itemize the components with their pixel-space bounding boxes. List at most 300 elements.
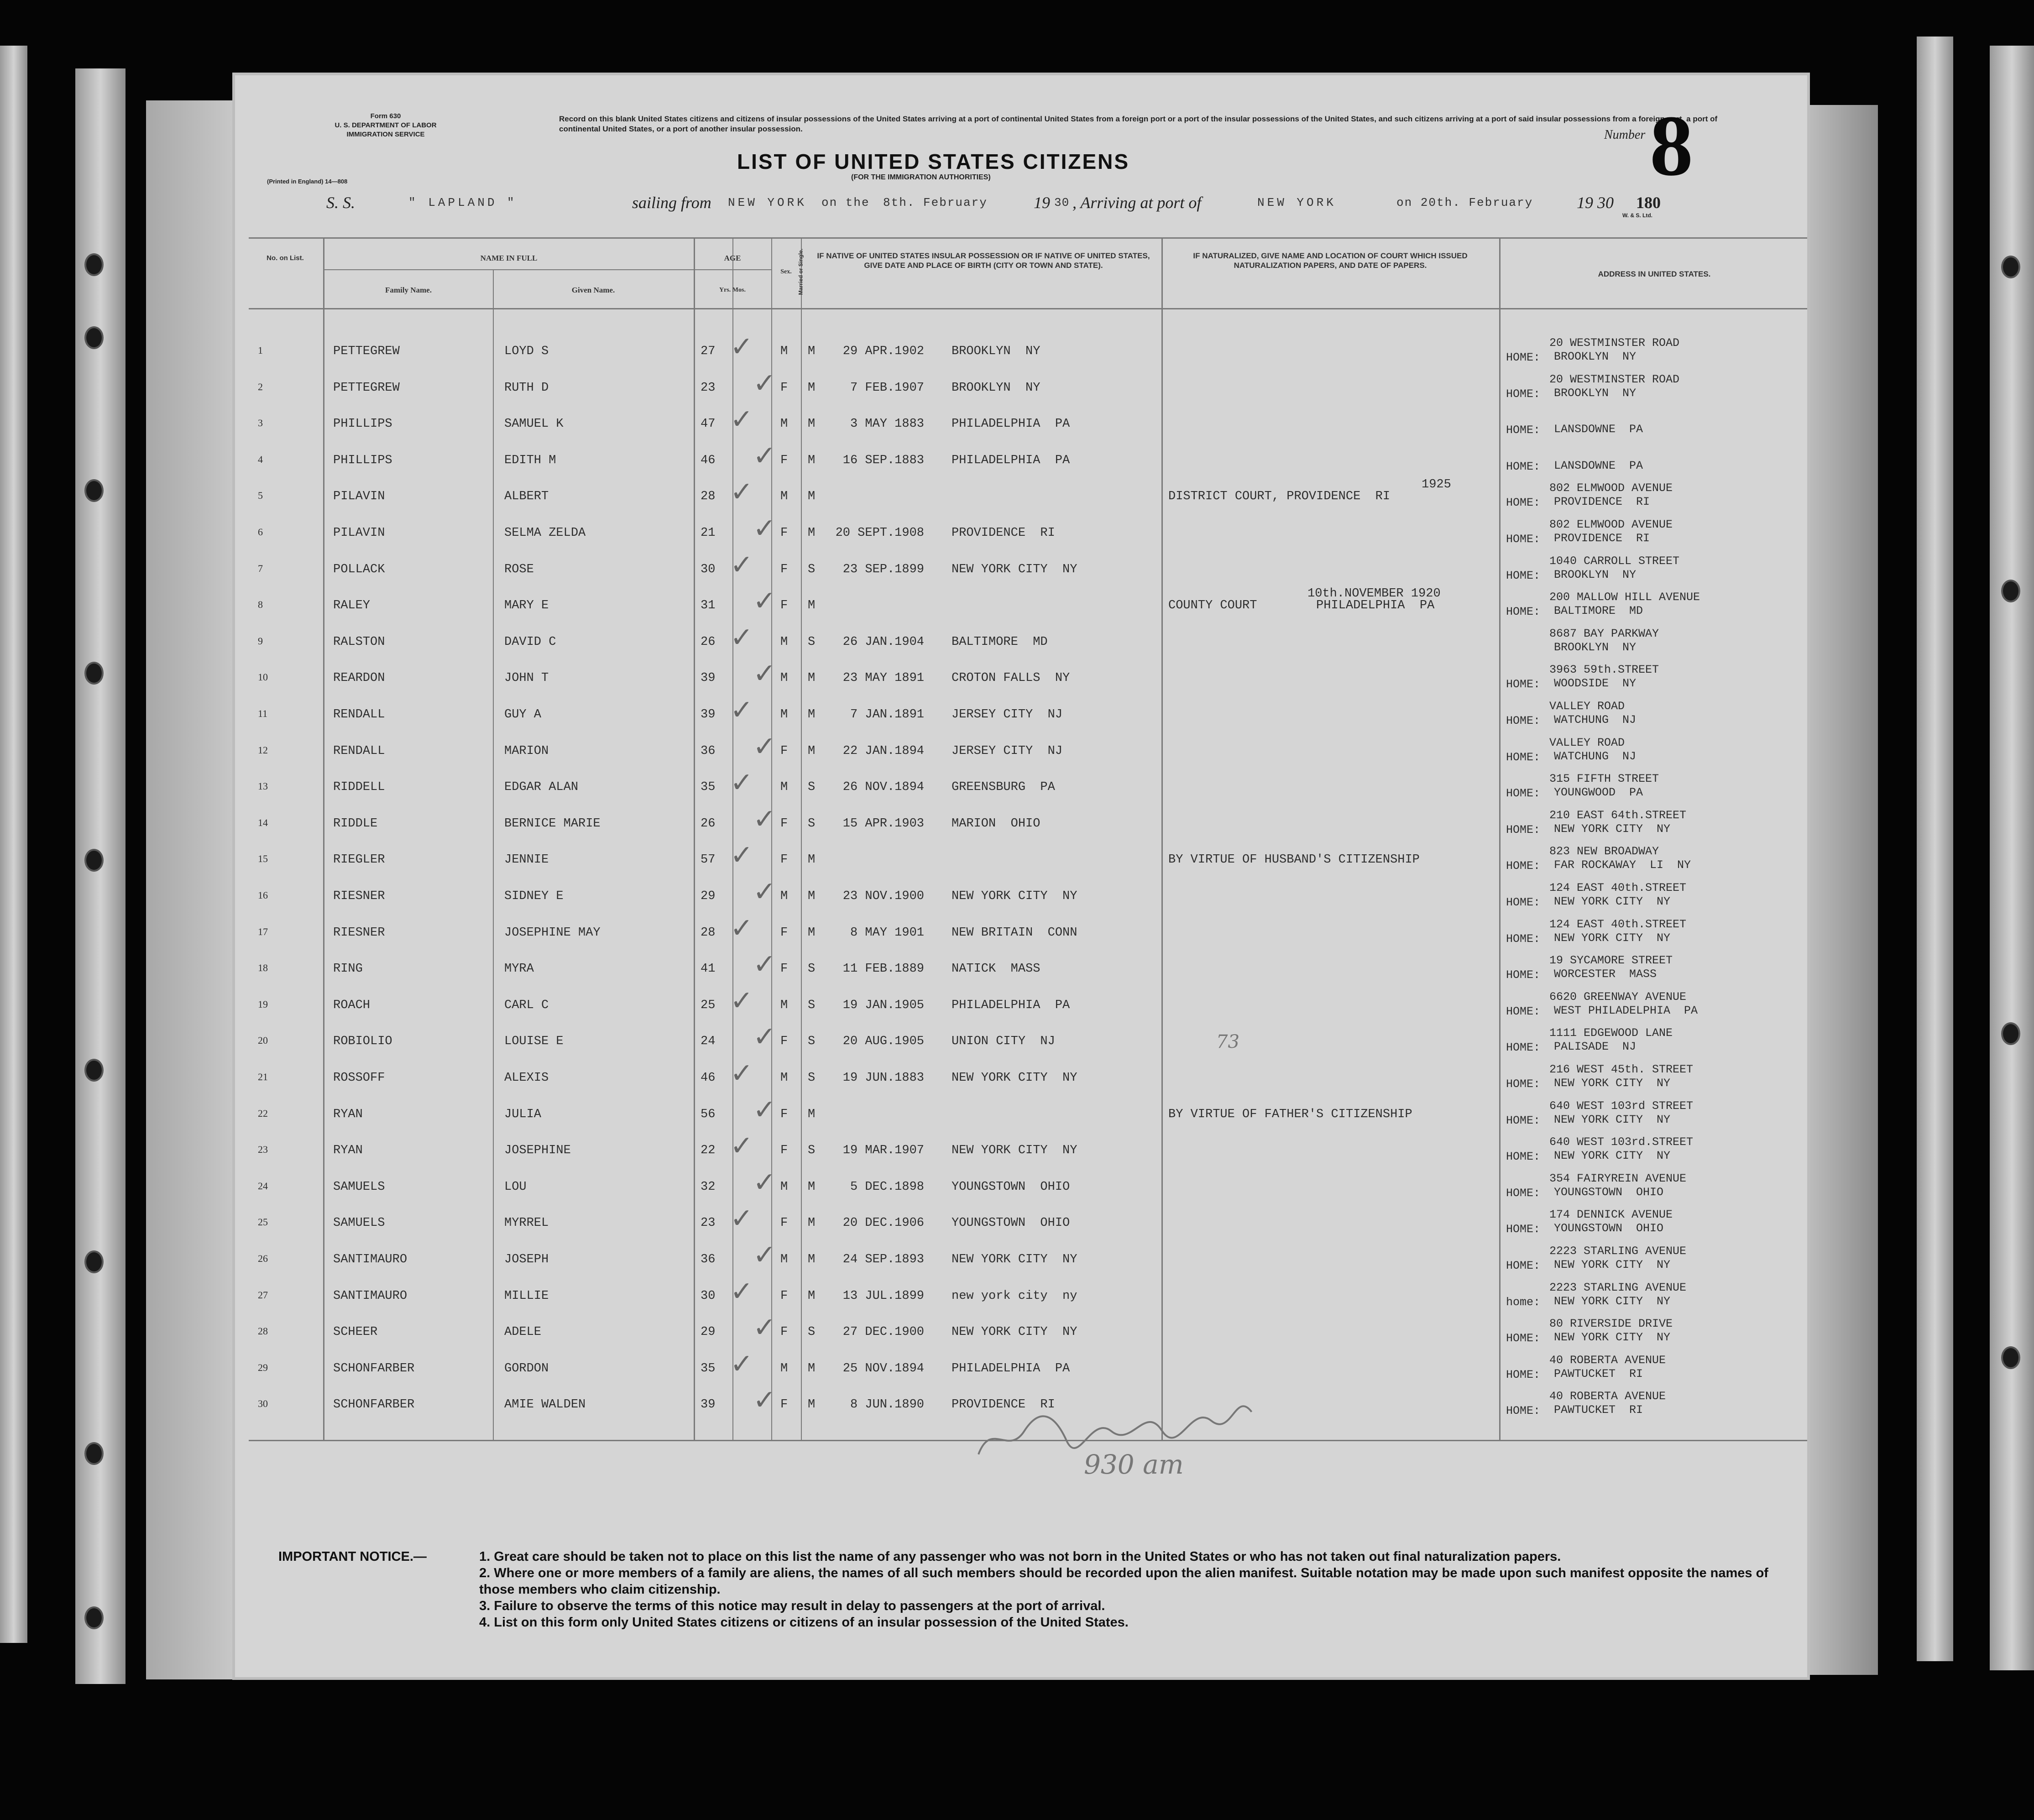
inspection-checkmark: ✓ <box>730 1348 753 1380</box>
address-line-1: VALLEY ROAD <box>1549 736 1625 749</box>
address-line-1: 216 WEST 45th. STREET <box>1549 1063 1694 1076</box>
column-rule <box>1161 237 1163 1440</box>
address-line-2: YOUNGSTOWN OHIO <box>1554 1222 1664 1235</box>
address-line-2: NEW YORK CITY NY <box>1554 1331 1671 1344</box>
row-number: 8 <box>258 599 263 611</box>
marital-status: S <box>808 998 816 1012</box>
notice-item-4: 4. List on this form only United States citizens or citizens of an insular possession of the United States. <box>479 1615 1129 1630</box>
address-line-1: 40 ROBERTA AVENUE <box>1549 1390 1666 1403</box>
family-name: RALSTON <box>333 635 385 649</box>
family-name: PILAVIN <box>333 490 385 504</box>
family-name: PETTEGREW <box>333 381 400 395</box>
home-label: HOME: <box>1506 823 1541 837</box>
binding-hole <box>84 479 104 502</box>
given-name: ALBERT <box>504 490 549 504</box>
family-name: ROSSOFF <box>333 1071 385 1085</box>
notice-title: IMPORTANT NOTICE.— <box>278 1549 427 1564</box>
marital-status: S <box>808 1325 816 1339</box>
address-line-2: PROVIDENCE RI <box>1554 495 1650 509</box>
age-years: 23 <box>701 1216 716 1230</box>
marital-status: M <box>808 1216 816 1230</box>
address-line-1: 640 WEST 103rd STREET <box>1549 1099 1694 1113</box>
address-line-2: BROOKLYN NY <box>1554 350 1637 363</box>
row-number: 2 <box>258 381 263 392</box>
col-header-address: ADDRESS IN UNITED STATES. <box>1598 270 1711 278</box>
address-line-1: 3963 59th.STREET <box>1549 663 1659 677</box>
marital-status: M <box>808 345 816 358</box>
family-name: ROBIOLIO <box>333 1035 392 1049</box>
home-label: HOME: <box>1506 1077 1541 1091</box>
sex: F <box>780 1289 788 1303</box>
age-years: 23 <box>701 381 716 395</box>
address-line-2: YOUNGWOOD PA <box>1554 786 1643 800</box>
home-label: HOME: <box>1506 460 1541 473</box>
birth-place: NEW YORK CITY NY <box>952 1253 1077 1266</box>
on-label: on the <box>821 196 870 209</box>
home-label: HOME: <box>1506 1259 1541 1272</box>
row-number: 20 <box>258 1035 268 1046</box>
row-number: 6 <box>258 526 263 538</box>
given-name: SAMUEL K <box>504 417 564 431</box>
birth-date: 19 MAR.1907 <box>842 1144 924 1158</box>
row-number: 3 <box>258 417 263 429</box>
sex: F <box>780 1144 788 1158</box>
family-name: RIDDLE <box>333 816 378 831</box>
sex: F <box>780 1035 788 1049</box>
inspection-checkmark: ✓ <box>730 476 753 508</box>
left-film-edge <box>0 46 27 1643</box>
inspection-checkmark: ✓ <box>730 767 753 799</box>
age-years: 30 <box>701 1289 716 1303</box>
col-header-married: Married or Single. <box>797 248 804 295</box>
family-name: RIESNER <box>333 889 385 903</box>
departure-date: 8th. February <box>883 196 988 209</box>
sex: F <box>780 1216 788 1230</box>
birth-place: YOUNGSTOWN OHIO <box>952 1180 1070 1194</box>
marital-status: M <box>808 926 816 940</box>
marital-status: S <box>808 562 816 576</box>
address-line-1: 40 ROBERTA AVENUE <box>1549 1353 1666 1367</box>
birth-place: PROVIDENCE RI <box>952 526 1055 540</box>
form-number: Form 630 <box>370 112 401 120</box>
address-line-2: NEW YORK CITY NY <box>1554 1149 1671 1163</box>
notice-item-1: 1. Great care should be taken not to place on this list the name of any passenger who was not born in the United States or who has not taken out final naturalization papers. <box>479 1549 1561 1564</box>
given-name: DAVID C <box>504 635 556 649</box>
address-line-2: FAR ROCKAWAY LI NY <box>1554 858 1691 872</box>
row-number: 27 <box>258 1289 268 1301</box>
home-label: HOME: <box>1506 1114 1541 1127</box>
sex: M <box>780 345 788 358</box>
birth-place: NEW YORK CITY NY <box>952 562 1077 576</box>
home-label: HOME: <box>1506 1150 1541 1164</box>
family-name: PHILLIPS <box>333 453 392 467</box>
record-instructions: Record on this blank United States citizens and citizens of insular possessions of the United States arriving at a port of continental United States from a foreign port or a port of the insular possessions of the United States, and such citizens arriving at a port of said insular possessions from a foreign port, a port of continental United States, or a port of another insular possession. <box>559 115 1718 133</box>
binding-hole <box>84 1059 104 1082</box>
birth-place: PROVIDENCE RI <box>952 1398 1055 1412</box>
address-line-2: PAWTUCKET RI <box>1554 1403 1643 1417</box>
marital-status: M <box>808 381 816 395</box>
department: U. S. DEPARTMENT OF LABOR <box>335 121 437 129</box>
col-header-sex: Sex. <box>780 268 792 275</box>
birth-date: 11 FEB.1889 <box>842 962 924 976</box>
inspection-checkmark: ✓ <box>753 803 776 835</box>
sex: F <box>780 962 788 976</box>
row-number: 11 <box>258 708 268 719</box>
naturalization-date: 1925 <box>1422 478 1451 492</box>
row-number: 15 <box>258 853 268 865</box>
sex: M <box>780 708 788 722</box>
inspection-checkmark: ✓ <box>730 549 753 581</box>
address-line-2: WATCHUNG NJ <box>1554 749 1637 763</box>
birth-date: 16 SEP.1883 <box>842 453 924 467</box>
age-years: 39 <box>701 1398 716 1412</box>
address-line-1: 80 RIVERSIDE DRIVE <box>1549 1317 1673 1331</box>
age-years: 22 <box>701 1144 716 1158</box>
sex: F <box>780 453 788 467</box>
age-years: 26 <box>701 635 716 649</box>
address-line-1: VALLEY ROAD <box>1549 700 1625 713</box>
given-name: BERNICE MARIE <box>504 816 601 831</box>
home-label: HOME: <box>1506 351 1541 364</box>
given-name: ADELE <box>504 1325 542 1339</box>
birth-place: JERSEY CITY NJ <box>952 708 1063 722</box>
sex: M <box>780 417 788 431</box>
birth-date: 20 DEC.1906 <box>842 1216 924 1230</box>
address-line-2: LANSDOWNE PA <box>1554 423 1643 436</box>
col-header-given: Given Name. <box>571 286 615 294</box>
given-name: GORDON <box>504 1361 549 1375</box>
right-page-stack <box>1809 105 1878 1675</box>
naturalization: COUNTY COURT PHILADELPHIA PA <box>1168 599 1435 613</box>
row-number: 26 <box>258 1253 268 1264</box>
marital-status: S <box>808 1144 816 1158</box>
family-name: POLLACK <box>333 562 385 576</box>
inspection-checkmark: ✓ <box>753 439 776 472</box>
family-name: PHILLIPS <box>333 417 392 431</box>
given-name: JOSEPHINE <box>504 1144 571 1158</box>
age-years: 36 <box>701 1253 716 1266</box>
marital-status: M <box>808 490 816 504</box>
age-years: 27 <box>701 345 716 358</box>
sex: M <box>780 1253 788 1266</box>
address-line-1: 20 WESTMINSTER ROAD <box>1549 372 1680 386</box>
home-label: HOME: <box>1506 859 1541 873</box>
marital-status: S <box>808 1071 816 1085</box>
address-line-2: WORCESTER MASS <box>1554 968 1657 981</box>
row-number: 14 <box>258 816 268 828</box>
birth-place: PHILADELPHIA PA <box>952 998 1070 1012</box>
number-label: Number <box>1604 128 1646 142</box>
birth-date: 19 JUN.1883 <box>842 1071 924 1085</box>
binding-hole <box>84 662 104 685</box>
sex: F <box>780 1398 788 1412</box>
sex: M <box>780 1180 788 1194</box>
age-years: 25 <box>701 998 716 1012</box>
row-number: 7 <box>258 562 263 574</box>
address-line-2: BALTIMORE MD <box>1554 604 1643 618</box>
binding-hole <box>84 1250 104 1273</box>
inspection-checkmark: ✓ <box>753 658 776 690</box>
given-name: EDGAR ALAN <box>504 780 579 795</box>
birth-date: 29 APR.1902 <box>842 345 924 358</box>
home-label: HOME: <box>1506 533 1541 546</box>
sex: M <box>780 671 788 685</box>
age-years: 35 <box>701 1361 716 1375</box>
header-bottom-rule <box>249 308 1807 309</box>
inspection-checkmark: ✓ <box>753 367 776 399</box>
birth-place: PHILADELPHIA PA <box>952 1361 1070 1375</box>
home-label: HOME: <box>1506 605 1541 619</box>
family-name: SCHONFARBER <box>333 1398 415 1412</box>
arrival-date: on 20th. February <box>1396 196 1533 209</box>
marital-status: M <box>808 1398 816 1412</box>
age-years: 46 <box>701 453 716 467</box>
binding-hole <box>84 326 104 349</box>
row-number: 10 <box>258 671 268 683</box>
birth-place: YOUNGSTOWN OHIO <box>952 1216 1070 1230</box>
row-number: 24 <box>258 1180 268 1192</box>
given-name: MYRA <box>504 962 534 976</box>
row-number: 9 <box>258 635 263 647</box>
birth-date: 20 SEPT.1908 <box>835 526 924 540</box>
column-rule <box>323 237 324 1440</box>
inspection-checkmark: ✓ <box>753 730 776 763</box>
marital-status: S <box>808 962 816 976</box>
row-number: 23 <box>258 1144 268 1156</box>
row-number: 1 <box>258 345 263 356</box>
family-name: SAMUELS <box>333 1180 385 1194</box>
column-rule <box>493 269 494 1440</box>
address-line-1: 1040 CARROLL STREET <box>1549 554 1680 568</box>
home-label: HOME: <box>1506 678 1541 691</box>
binding-hole <box>2001 1022 2020 1045</box>
important-notice <box>278 1548 1784 1631</box>
marital-status: M <box>808 1361 816 1375</box>
family-name: PETTEGREW <box>333 345 400 358</box>
age-years: 26 <box>701 816 716 831</box>
address-line-1: 20 WESTMINSTER ROAD <box>1549 336 1680 350</box>
marital-status: M <box>808 1107 816 1121</box>
sex: M <box>780 635 788 649</box>
birth-place: BROOKLYN NY <box>952 345 1041 358</box>
home-label: HOME: <box>1506 1186 1541 1200</box>
naturalization: BY VIRTUE OF FATHER'S CITIZENSHIP <box>1168 1107 1412 1121</box>
birth-date: 7 FEB.1907 <box>850 381 924 395</box>
age-years: 30 <box>701 562 716 576</box>
inspection-checkmark: ✓ <box>753 876 776 908</box>
marital-status: M <box>808 1180 816 1194</box>
given-name: JULIA <box>504 1107 542 1121</box>
table-top-rule <box>249 237 1807 239</box>
address-line-1: 19 SYCAMORE STREET <box>1549 954 1673 968</box>
age-years: 56 <box>701 1107 716 1121</box>
arrival-year: 19 30 <box>1577 194 1614 212</box>
given-name: MILLIE <box>504 1289 549 1303</box>
address-line-2: PALISADE NJ <box>1554 1040 1637 1054</box>
inspection-checkmark: ✓ <box>753 1384 776 1417</box>
service: IMMIGRATION SERVICE <box>346 131 425 138</box>
row-number: 25 <box>258 1216 268 1228</box>
birth-place: GREENSBURG PA <box>952 780 1055 795</box>
row-number: 5 <box>258 490 263 502</box>
birth-place: NEW YORK CITY NY <box>952 1144 1077 1158</box>
binding-hole <box>84 253 104 276</box>
age-years: 29 <box>701 889 716 903</box>
birth-date: 3 MAY 1883 <box>850 417 924 431</box>
inspection-checkmark: ✓ <box>730 839 753 872</box>
row-number: 18 <box>258 962 268 974</box>
column-rule <box>1499 237 1501 1440</box>
birth-date: 19 JAN.1905 <box>842 998 924 1012</box>
marital-status: M <box>808 889 816 903</box>
row-number: 28 <box>258 1325 268 1337</box>
family-name: RIEGLER <box>333 853 385 867</box>
age-subheader-rule <box>694 269 771 270</box>
binding-hole <box>2001 580 2020 602</box>
page-title: LIST OF UNITED STATES CITIZENS <box>737 150 1130 173</box>
birth-place: PHILADELPHIA PA <box>952 417 1070 431</box>
marital-status: M <box>808 853 816 867</box>
given-name: AMIE WALDEN <box>504 1398 586 1412</box>
marital-status: S <box>808 780 816 795</box>
inspection-checkmark: ✓ <box>730 1057 753 1089</box>
address-line-2: WATCHUNG NJ <box>1554 713 1637 727</box>
left-page-stack <box>146 100 237 1679</box>
birth-place: NEW BRITAIN CONN <box>952 926 1077 940</box>
binding-hole <box>84 1606 104 1629</box>
stamp-number: 180 <box>1636 194 1661 212</box>
col-header-no: No. on List. <box>267 254 304 262</box>
age-years: 28 <box>701 490 716 504</box>
inspection-checkmark: ✓ <box>753 1093 776 1126</box>
name-subheader-rule <box>324 269 694 270</box>
birth-date: 26 NOV.1894 <box>842 780 924 795</box>
col-header-age: AGE <box>724 254 741 262</box>
marital-status: M <box>808 599 816 613</box>
column-rule <box>694 237 695 1440</box>
marital-status: S <box>808 816 816 831</box>
col-header-naturalized: IF NATURALIZED, GIVE NAME AND LOCATION OF COURT WHICH ISSUED NATURALIZATION PAPERS, AND DATE OF PAPERS. <box>1193 251 1468 270</box>
address-line-1: 802 ELMWOOD AVENUE <box>1549 481 1673 495</box>
address-line-1: 823 NEW BROADWAY <box>1549 845 1659 858</box>
row-number: 12 <box>258 744 268 756</box>
marital-status: M <box>808 708 816 722</box>
marital-status: S <box>808 1035 816 1049</box>
sailing-label: sailing from <box>632 194 711 212</box>
inspection-checkmark: ✓ <box>730 403 753 436</box>
home-label: HOME: <box>1506 1041 1541 1055</box>
birth-place: CROTON FALLS NY <box>952 671 1070 685</box>
sex: M <box>780 490 788 504</box>
family-name: SANTIMAURO <box>333 1289 408 1303</box>
inspection-checkmark: ✓ <box>753 1239 776 1271</box>
year-suffix: 30 <box>1054 196 1070 209</box>
col-header-name: NAME IN FULL <box>480 254 538 262</box>
sex: F <box>780 816 788 831</box>
list-number: 8 <box>1650 98 1693 194</box>
inspection-checkmark: ✓ <box>730 1203 753 1235</box>
address-line-2: NEW YORK CITY NY <box>1554 1113 1671 1126</box>
birth-date: 20 AUG.1905 <box>842 1035 924 1049</box>
family-name: PILAVIN <box>333 526 385 540</box>
sex: F <box>780 381 788 395</box>
family-name: SCHONFARBER <box>333 1361 415 1375</box>
printed-note: (Printed in England) 14—808 <box>267 178 348 185</box>
year-prefix: 19 <box>1034 194 1050 212</box>
sex: F <box>780 562 788 576</box>
birth-date: 25 NOV.1894 <box>842 1361 924 1375</box>
address-line-1: 124 EAST 40th.STREET <box>1549 917 1687 931</box>
address-line-1: 640 WEST 103rd.STREET <box>1549 1135 1694 1149</box>
home-label: HOME: <box>1506 1332 1541 1345</box>
age-years: 35 <box>701 780 716 795</box>
address-line-1: 6620 GREENWAY AVENUE <box>1549 990 1687 1004</box>
given-name: LOYD S <box>504 345 549 358</box>
signature-time: 930 am <box>1084 1449 1184 1480</box>
home-label: HOME: <box>1506 387 1541 401</box>
naturalization: DISTRICT COURT, PROVIDENCE RI <box>1168 490 1391 504</box>
manifest-page <box>235 75 1807 1677</box>
row-number: 30 <box>258 1398 268 1410</box>
inspection-checkmark: ✓ <box>730 621 753 654</box>
age-years: 21 <box>701 526 716 540</box>
given-name: EDITH M <box>504 453 556 467</box>
inspection-checkmark: ✓ <box>753 948 776 981</box>
address-line-2: NEW YORK CITY NY <box>1554 895 1671 908</box>
inspection-checkmark: ✓ <box>730 984 753 1017</box>
row-number: 29 <box>258 1361 268 1373</box>
given-name: JOSEPHINE MAY <box>504 926 601 940</box>
marital-status: M <box>808 1253 816 1266</box>
family-name: RENDALL <box>333 744 385 758</box>
age-years: 39 <box>701 708 716 722</box>
family-name: RALEY <box>333 599 371 613</box>
marital-status: M <box>808 1289 816 1303</box>
voyage-line <box>326 193 1787 219</box>
home-label: HOME: <box>1506 569 1541 582</box>
birth-place: BALTIMORE MD <box>952 635 1048 649</box>
given-name: MARION <box>504 744 549 758</box>
home-label: HOME: <box>1506 1404 1541 1418</box>
departure-port: NEW YORK <box>728 196 807 209</box>
birth-place: UNION CITY NJ <box>952 1035 1055 1049</box>
page-subtitle: (FOR THE IMMIGRATION AUTHORITIES) <box>851 173 991 181</box>
age-years: 47 <box>701 417 716 431</box>
given-name: JOHN T <box>504 671 549 685</box>
age-years: 24 <box>701 1035 716 1049</box>
age-years: 31 <box>701 599 716 613</box>
age-years: 29 <box>701 1325 716 1339</box>
col-header-birth: IF NATIVE OF UNITED STATES INSULAR POSSESSION OR IF NATIVE OF UNITED STATES, GIVE DATE AND PLACE OF BIRTH (CITY OR TOWN AND STATE). <box>817 251 1150 270</box>
sex: F <box>780 744 788 758</box>
birth-date: 27 DEC.1900 <box>842 1325 924 1339</box>
age-years: 28 <box>701 926 716 940</box>
age-years: 41 <box>701 962 716 976</box>
address-line-2: NEW YORK CITY NY <box>1554 1294 1671 1308</box>
address-line-1: 354 FAIRYREIN AVENUE <box>1549 1171 1687 1185</box>
column-rule <box>801 237 802 1440</box>
notice-item-3: 3. Failure to observe the terms of this notice may result in delay to passengers at the port of arrival. <box>479 1599 1105 1613</box>
home-label: HOME: <box>1506 1368 1541 1381</box>
home-label: HOME: <box>1506 787 1541 800</box>
sex: M <box>780 1361 788 1375</box>
inspection-checkmark: ✓ <box>753 1021 776 1053</box>
age-years: 32 <box>701 1180 716 1194</box>
given-name: ROSE <box>504 562 534 576</box>
home-label: HOME: <box>1506 1004 1541 1018</box>
col-header-family: Family Name. <box>385 286 432 294</box>
address-line-2: BROOKLYN NY <box>1554 568 1637 581</box>
